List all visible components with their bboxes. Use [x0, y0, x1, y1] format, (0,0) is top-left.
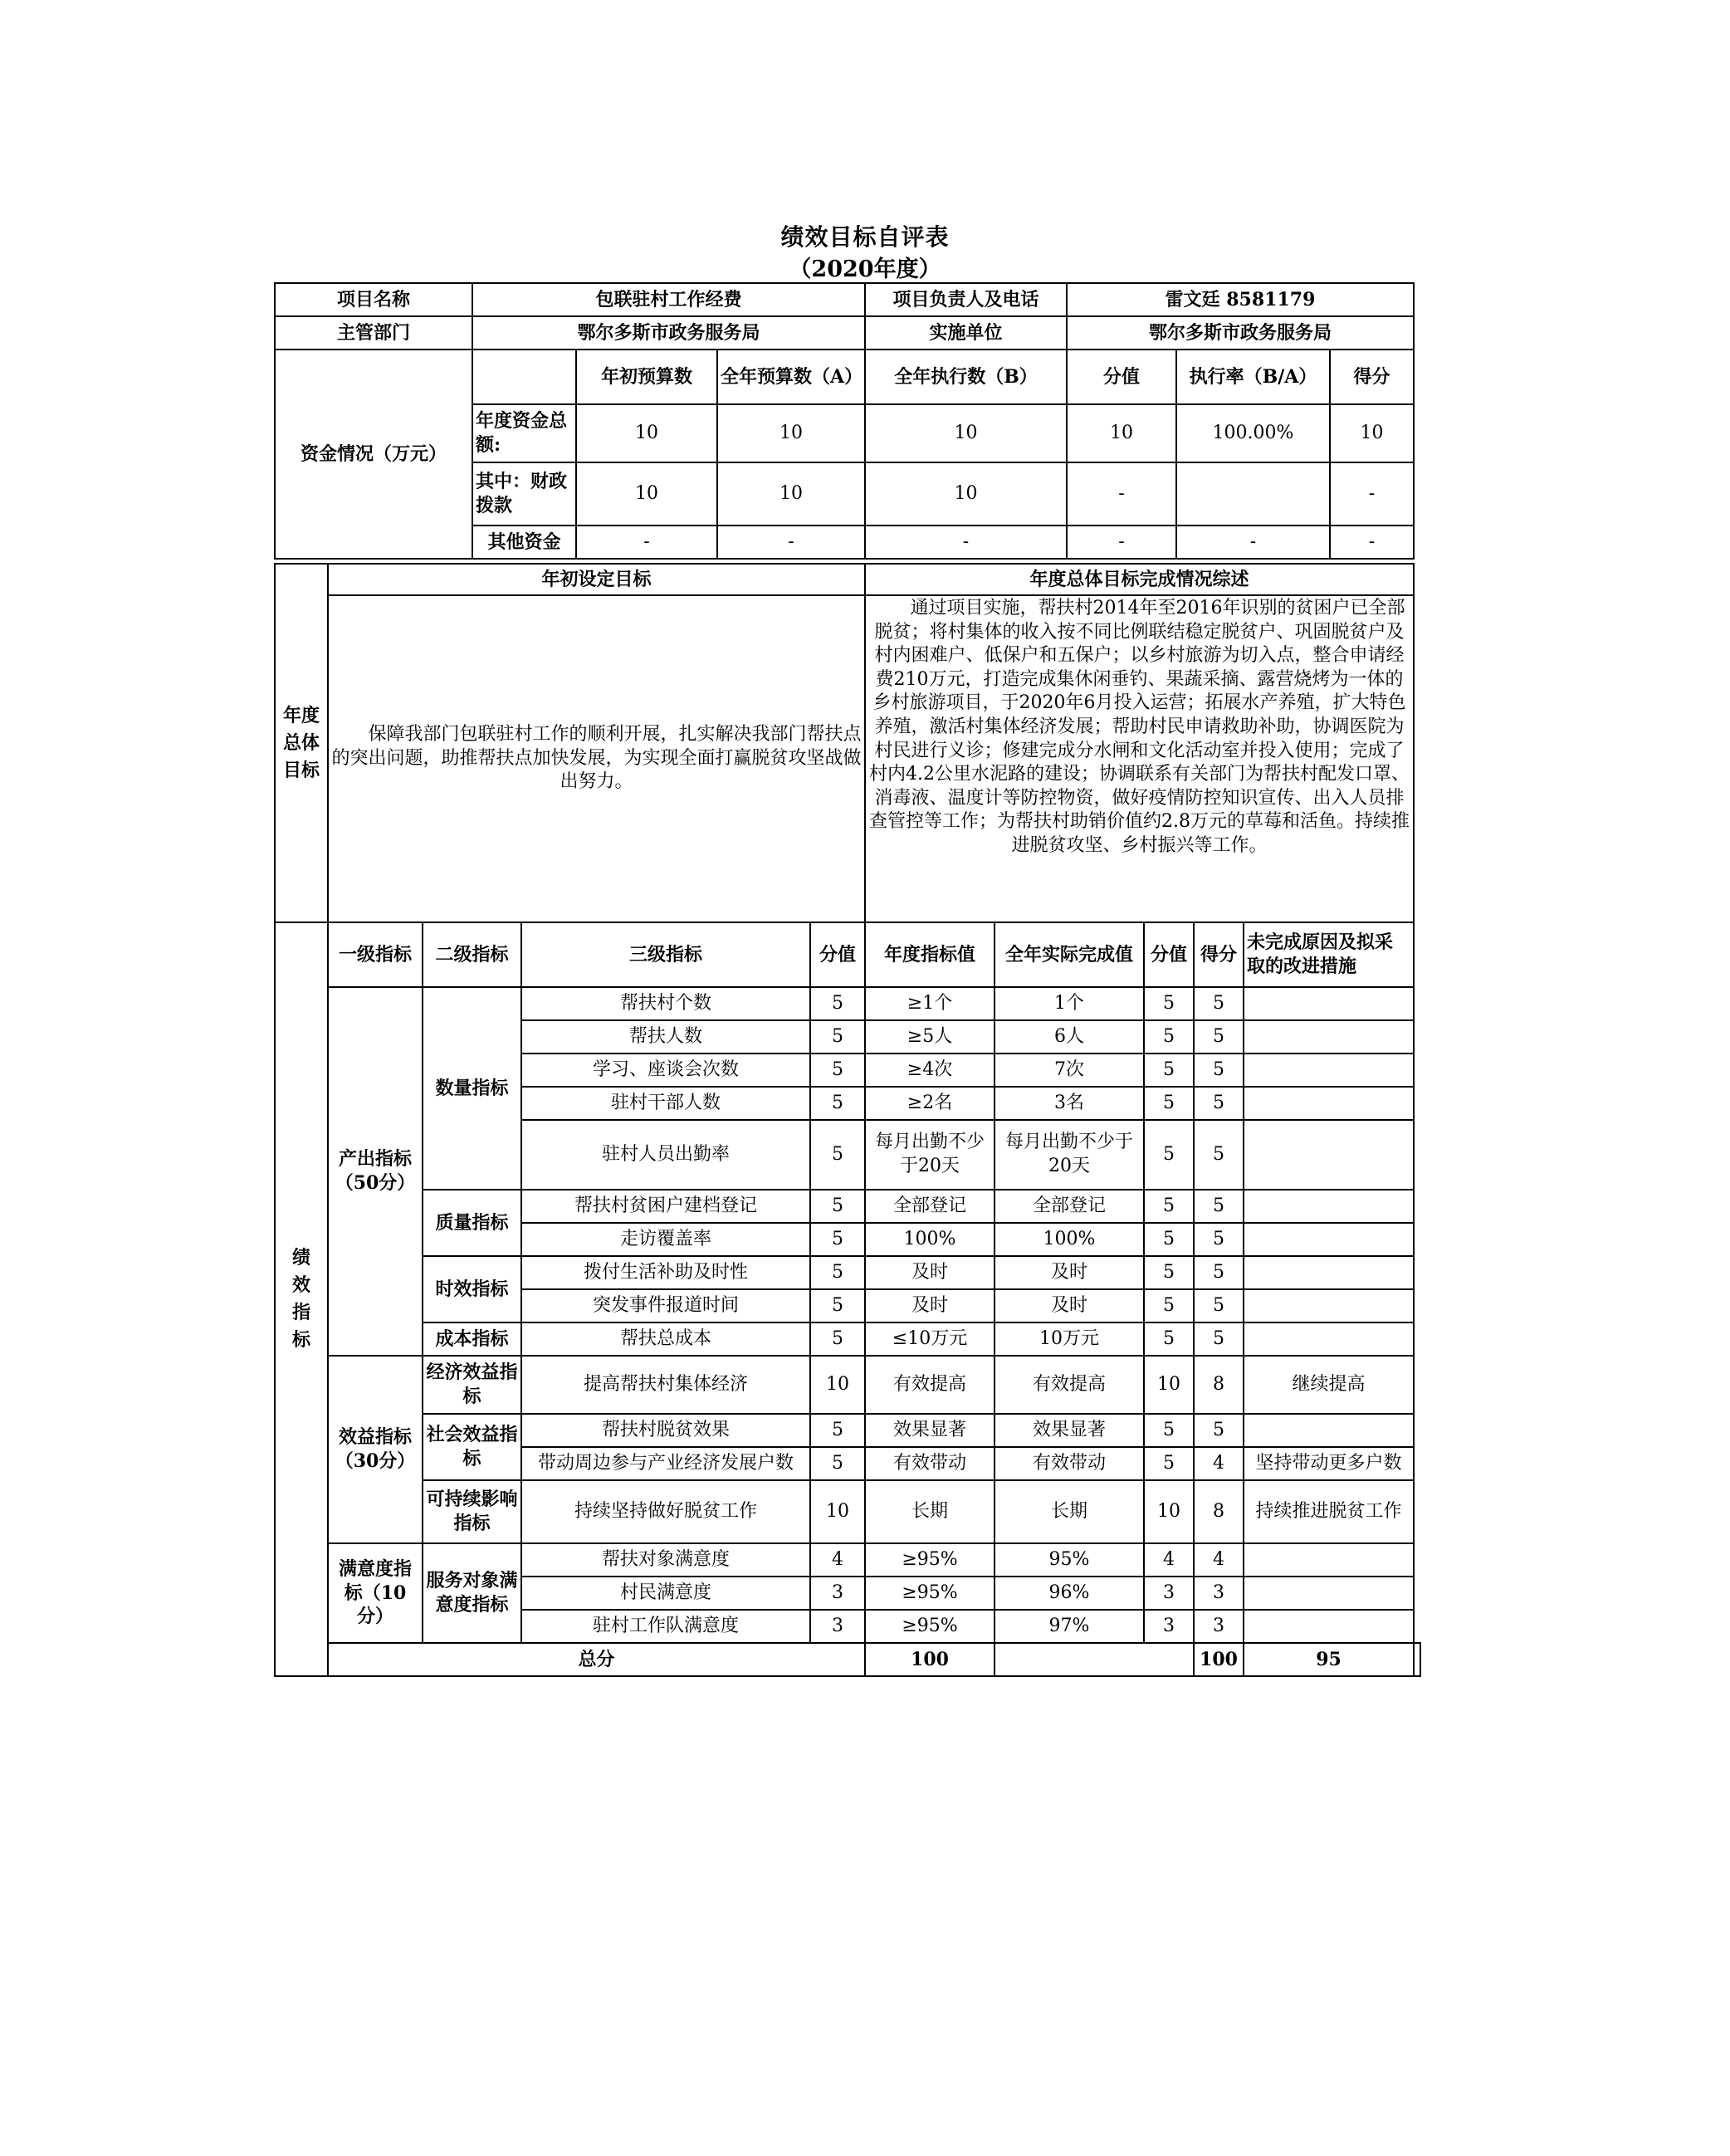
indicator-got: 5 [1194, 1190, 1244, 1223]
indicator-target: 长期 [865, 1480, 995, 1543]
document-title: 绩效目标自评表 [780, 223, 950, 251]
indicator-note [1244, 1577, 1414, 1610]
funds-cell: 10 [717, 462, 865, 526]
indicator-name: 帮扶对象满意度 [521, 1543, 810, 1577]
goals-section-label: 年度总体目标 [275, 564, 328, 922]
level2-timeliness: 时效指标 [423, 1256, 521, 1322]
indicator-got: 5 [1194, 1087, 1244, 1120]
indicator-actual: 6人 [995, 1020, 1144, 1054]
funds-header: 得分 [1330, 350, 1414, 404]
indicator-name: 驻村工作队满意度 [521, 1610, 810, 1643]
level1-output: 产出指标（50分） [328, 987, 423, 1356]
indicator-note [1244, 1289, 1414, 1322]
indicator-note [1244, 1190, 1414, 1223]
indicator-target: 每月出勤不少于20天 [865, 1120, 995, 1190]
indicator-note [1244, 1543, 1414, 1577]
indicator-score: 5 [810, 987, 865, 1020]
indicator-score: 10 [810, 1356, 865, 1414]
indicator-got: 5 [1194, 1020, 1244, 1054]
indicator-header: 一级指标 [328, 922, 423, 987]
project-name-label: 项目名称 [275, 283, 472, 316]
indicator-score: 4 [810, 1543, 865, 1577]
dept-value: 鄂尔多斯市政务服务局 [472, 316, 865, 350]
funds-cell: 100.00% [1176, 404, 1330, 462]
indicator-header: 分值 [810, 922, 865, 987]
level2-sustainable: 可持续影响指标 [423, 1480, 521, 1543]
indicator-score: 5 [810, 1087, 865, 1120]
indicator-got: 3 [1194, 1610, 1244, 1643]
indicator-score2: 5 [1144, 1447, 1194, 1480]
indicator-score2: 5 [1144, 1120, 1194, 1190]
indicator-name: 帮扶村个数 [521, 987, 810, 1020]
total-got: 95 [1244, 1643, 1414, 1676]
indicator-got: 5 [1194, 1289, 1244, 1322]
total-blank [995, 1643, 1194, 1676]
indicator-actual: 10万元 [995, 1322, 1144, 1356]
funds-cell: 10 [576, 404, 717, 462]
indicator-actual: 96% [995, 1577, 1144, 1610]
indicator-target: ≥95% [865, 1543, 995, 1577]
funds-cell: 10 [1330, 404, 1414, 462]
indicator-header: 得分 [1194, 922, 1244, 987]
indicator-header: 未完成原因及拟采取的改进措施 [1244, 922, 1414, 987]
summary-text: 通过项目实施，帮扶村2014年至2016年识别的贫困户已全部脱贫；将村集体的收入按不同比例联结稳定脱贫户、巩固脱贫户及村内困难户、低保户和五保户；以乡村旅游为切入点，整合申请经费210万元，打造完成集休闲垂钓、果蔬采摘、露营烧烤为一体的乡村旅游项目，于2020年6月投入运营；拓展水产养殖，扩大特色养殖，激活村集体经济发展；帮助村民申请救助补助，协调医院为村民进行义诊；修建完成分水闸和文化活动室并投入使用；完成了村内4.2公里水泥路的建设；协调联系有关部门为帮扶村配发口罩、消毒液、温度计等防控物资，做好疫情防控知识宣传、出入人员排查管控等工作；为帮扶村助销价值约2.8万元的草莓和活鱼。持续推进脱贫攻坚、乡村振兴等工作。 [865, 595, 1414, 922]
indicator-note: 持续推进脱贫工作 [1244, 1480, 1414, 1543]
funds-row-label: 其他资金 [472, 526, 576, 559]
indicators-table [274, 922, 1421, 1677]
indicator-got: 5 [1194, 1120, 1244, 1190]
indicator-note [1244, 1020, 1414, 1054]
indicator-note [1244, 1414, 1414, 1447]
funds-header: 全年预算数（A） [717, 350, 865, 404]
funds-cell: 10 [576, 462, 717, 526]
indicator-score2: 3 [1144, 1610, 1194, 1643]
funds-section-label: 资金情况（万元） [275, 350, 472, 559]
indicator-score: 5 [810, 1289, 865, 1322]
indicator-actual: 有效提高 [995, 1356, 1144, 1414]
indicator-got: 4 [1194, 1543, 1244, 1577]
indicator-got: 5 [1194, 1414, 1244, 1447]
indicator-score: 5 [810, 1054, 865, 1087]
indicator-name: 持续坚持做好脱贫工作 [521, 1480, 810, 1543]
indicator-target: ≥95% [865, 1577, 995, 1610]
indicator-score: 5 [810, 1020, 865, 1054]
indicator-score2: 5 [1144, 987, 1194, 1020]
indicator-got: 5 [1194, 1054, 1244, 1087]
indicator-score2: 5 [1144, 1020, 1194, 1054]
indicator-actual: 及时 [995, 1289, 1144, 1322]
indicator-note [1244, 987, 1414, 1020]
indicator-target: 全部登记 [865, 1190, 995, 1223]
indicator-note: 继续提高 [1244, 1356, 1414, 1414]
indicator-score2: 5 [1144, 1054, 1194, 1087]
indicator-note: 坚持带动更多户数 [1244, 1447, 1414, 1480]
indicator-actual: 全部登记 [995, 1190, 1144, 1223]
document-subtitle: （2020年度） [789, 257, 941, 282]
indicator-score2: 5 [1144, 1223, 1194, 1256]
indicator-target: 有效带动 [865, 1447, 995, 1480]
funds-cell: - [1067, 462, 1176, 526]
indicator-score2: 10 [1144, 1480, 1194, 1543]
total-label: 总分 [328, 1643, 865, 1676]
indicators-section-label: 绩效指标 [275, 922, 328, 1676]
level2-cost: 成本指标 [423, 1322, 521, 1356]
indicator-name: 提高帮扶村集体经济 [521, 1356, 810, 1414]
indicator-note [1244, 1610, 1414, 1643]
indicator-actual: 每月出勤不少于20天 [995, 1120, 1144, 1190]
unit-value: 鄂尔多斯市政务服务局 [1067, 316, 1414, 350]
indicator-got: 4 [1194, 1447, 1244, 1480]
indicator-score2: 5 [1144, 1087, 1194, 1120]
indicator-name: 突发事件报道时间 [521, 1289, 810, 1322]
indicator-name: 拨付生活补助及时性 [521, 1256, 810, 1289]
funds-row-label: 其中：财政拨款 [472, 462, 576, 526]
indicator-score2: 5 [1144, 1322, 1194, 1356]
total-score: 100 [865, 1643, 995, 1676]
indicator-header: 分值 [1144, 922, 1194, 987]
funds-header: 分值 [1067, 350, 1176, 404]
funds-cell [1176, 462, 1330, 526]
funds-cell: 10 [865, 462, 1067, 526]
total-note [1414, 1643, 1420, 1676]
unit-label: 实施单位 [865, 316, 1067, 350]
funds-cell: - [576, 526, 717, 559]
funds-table [274, 282, 1415, 560]
indicator-note [1244, 1223, 1414, 1256]
summary-header: 年度总体目标完成情况综述 [865, 564, 1414, 595]
indicator-actual: 长期 [995, 1480, 1144, 1543]
goals-table [274, 563, 1415, 923]
indicator-got: 8 [1194, 1356, 1244, 1414]
indicator-score2: 10 [1144, 1356, 1194, 1414]
funds-header: 年初预算数 [576, 350, 717, 404]
leader-label: 项目负责人及电话 [865, 283, 1067, 316]
indicator-score2: 4 [1144, 1543, 1194, 1577]
indicator-score: 5 [810, 1190, 865, 1223]
indicator-score: 5 [810, 1120, 865, 1190]
level1-benefit: 效益指标（30分） [328, 1356, 423, 1543]
indicator-score: 5 [810, 1256, 865, 1289]
funds-cell: - [1176, 526, 1330, 559]
indicator-actual: 100% [995, 1223, 1144, 1256]
indicator-target: 及时 [865, 1256, 995, 1289]
indicator-got: 8 [1194, 1480, 1244, 1543]
indicator-score: 5 [810, 1223, 865, 1256]
funds-header: 全年执行数（B） [865, 350, 1067, 404]
indicator-header: 二级指标 [423, 922, 521, 987]
indicator-actual: 及时 [995, 1256, 1144, 1289]
indicator-target: ≥4次 [865, 1054, 995, 1087]
indicator-note [1244, 1256, 1414, 1289]
indicator-note [1244, 1087, 1414, 1120]
level2-quantity: 数量指标 [423, 987, 521, 1190]
indicator-name: 帮扶村脱贫效果 [521, 1414, 810, 1447]
level2-economic: 经济效益指标 [423, 1356, 521, 1414]
level2-social: 社会效益指标 [423, 1414, 521, 1480]
indicator-name: 走访覆盖率 [521, 1223, 810, 1256]
indicator-score2: 5 [1144, 1256, 1194, 1289]
funds-header-blank [472, 350, 576, 404]
indicator-target: ≥95% [865, 1610, 995, 1643]
level1-satisfaction: 满意度指标（10分） [328, 1543, 423, 1643]
level2-quality: 质量指标 [423, 1190, 521, 1256]
indicator-target: ≥2名 [865, 1087, 995, 1120]
indicator-name: 帮扶总成本 [521, 1322, 810, 1356]
indicator-target: 100% [865, 1223, 995, 1256]
indicator-name: 驻村人员出勤率 [521, 1120, 810, 1190]
funds-header: 执行率（B/A） [1176, 350, 1330, 404]
indicator-score: 10 [810, 1480, 865, 1543]
indicator-score: 3 [810, 1577, 865, 1610]
indicator-target: 效果显著 [865, 1414, 995, 1447]
indicator-got: 3 [1194, 1577, 1244, 1610]
indicator-score2: 3 [1144, 1577, 1194, 1610]
indicator-actual: 1个 [995, 987, 1144, 1020]
indicator-got: 5 [1194, 1256, 1244, 1289]
indicator-note [1244, 1120, 1414, 1190]
indicator-target: ≤10万元 [865, 1322, 995, 1356]
indicator-target: ≥1个 [865, 987, 995, 1020]
funds-cell: 10 [717, 404, 865, 462]
indicator-score2: 5 [1144, 1414, 1194, 1447]
indicator-score2: 5 [1144, 1190, 1194, 1223]
funds-cell: 10 [1067, 404, 1176, 462]
project-name-value: 包联驻村工作经费 [472, 283, 865, 316]
indicator-score: 5 [810, 1414, 865, 1447]
indicator-target: 有效提高 [865, 1356, 995, 1414]
indicator-actual: 97% [995, 1610, 1144, 1643]
indicator-got: 5 [1194, 1223, 1244, 1256]
indicator-name: 学习、座谈会次数 [521, 1054, 810, 1087]
leader-value: 雷文廷 8581179 [1067, 283, 1414, 316]
indicator-note [1244, 1322, 1414, 1356]
indicator-name: 帮扶村贫困户建档登记 [521, 1190, 810, 1223]
funds-cell: - [1067, 526, 1176, 559]
indicator-score2: 5 [1144, 1289, 1194, 1322]
indicator-actual: 效果显著 [995, 1414, 1144, 1447]
indicator-header: 三级指标 [521, 922, 810, 987]
indicator-score: 5 [810, 1322, 865, 1356]
indicator-name: 村民满意度 [521, 1577, 810, 1610]
indicator-actual: 有效带动 [995, 1447, 1144, 1480]
funds-cell: 10 [865, 404, 1067, 462]
indicator-name: 驻村干部人数 [521, 1087, 810, 1120]
indicator-name: 帮扶人数 [521, 1020, 810, 1054]
funds-cell: - [1330, 526, 1414, 559]
indicator-actual: 7次 [995, 1054, 1144, 1087]
funds-cell: - [865, 526, 1067, 559]
indicator-header: 年度指标值 [865, 922, 995, 987]
indicator-actual: 3名 [995, 1087, 1144, 1120]
total-score2: 100 [1194, 1643, 1244, 1676]
indicator-got: 5 [1194, 987, 1244, 1020]
initial-goal-text: 保障我部门包联驻村工作的顺利开展，扎实解决我部门帮扶点的突出问题，助推帮扶点加快发展，为实现全面打赢脱贫攻坚战做出努力。 [328, 595, 865, 922]
indicator-name: 带动周边参与产业经济发展户数 [521, 1447, 810, 1480]
indicator-target: 及时 [865, 1289, 995, 1322]
indicator-score: 3 [810, 1610, 865, 1643]
funds-cell: - [1330, 462, 1414, 526]
indicator-header: 全年实际完成值 [995, 922, 1144, 987]
funds-cell: - [717, 526, 865, 559]
funds-row-label: 年度资金总额: [472, 404, 576, 462]
indicator-note [1244, 1054, 1414, 1087]
indicator-got: 5 [1194, 1322, 1244, 1356]
indicator-target: ≥5人 [865, 1020, 995, 1054]
indicator-score: 5 [810, 1447, 865, 1480]
dept-label: 主管部门 [275, 316, 472, 350]
level2-service-satisfaction: 服务对象满意度指标 [423, 1543, 521, 1643]
initial-goal-header: 年初设定目标 [328, 564, 865, 595]
indicator-actual: 95% [995, 1543, 1144, 1577]
